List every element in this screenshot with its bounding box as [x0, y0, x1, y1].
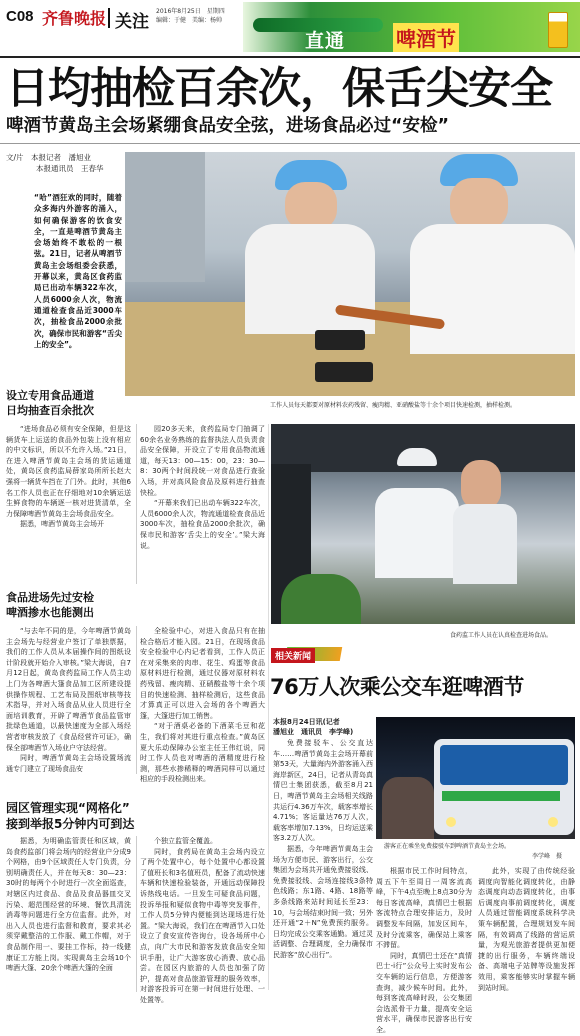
issue-date: 2016年8月25日 星期四	[156, 8, 225, 15]
photo-bus-stripe	[442, 791, 560, 801]
photo-tray-1	[315, 330, 365, 350]
editor-credits: 编辑：于健 美编：杨帅	[156, 17, 223, 24]
photo-officer-cap	[397, 448, 437, 466]
section2-para2: 同时，啤酒节黄岛主会场设置场流通专门建立了现场食品安	[6, 754, 131, 773]
section2-para3: 全检验中心，对进入食品只有在抽检合格后才能入园。21日，在现场食品安全检验中心内记者看到，工作人员正在对采集来的肉串、花生、鸡蛋等食品原材料进行检测，通过仪器对原材料农药残留、瘦肉精、亚硝酸盐等十余个项目的快速检测、抽样检测后，这些食品才算真正可以进入会场的各个啤酒大篷，大篷进行加工销售。	[140, 627, 265, 720]
related-news-tag: 相关新闻	[271, 648, 315, 663]
bus-headline: 76万人次乘公交车逛啤酒节	[270, 675, 524, 699]
photo-worker-face	[461, 460, 501, 510]
section1-para2: 据悉，啤酒节黄岛主会场开	[20, 520, 104, 529]
bus-para5: 此外，实现了由传统经验调度向智能化调度转化，由静态调度向动态调度转化，由事后调度向事前调度转化，调度人员通过智能调度系统科学决策车辆配置，合理规划发车间隔，有效调高了线路的营运质量，为观光旅游者提供更加便捷的出行服务，车辆终端设备、高端电子站牌等设施发挥效用，乘客能够实时掌握车辆到站时间。	[478, 867, 575, 992]
main-headline: 日均抽检百余次，保舌尖安全	[6, 64, 552, 114]
photo-face-2	[450, 178, 508, 230]
bus-para4: 同时，真情巴士还在“真情巴士-i行”公众号上实时发布公交车辆的运行信息，方便游客查询，减少候车时间。此外，每到客流高峰时段，公交集团会选派骨干力量，提高安全运营水平，确保市民游客出行安全。	[376, 951, 472, 1034]
photo-worker-shirt	[453, 504, 517, 584]
column-rule	[268, 424, 269, 990]
section1-para3: 园20多天来，食药监局专门抽调了60余名业务熟练的监督执法人员负责食品安全保障，开设立了专用食品物流通道，每天13：00—15：00，23：30—8：30两个时间段统一对食品进行查验入场，并对高风险食品及原料进行抽查快检。	[140, 425, 265, 497]
column-rule	[136, 626, 137, 774]
photo-tray-2	[315, 362, 373, 382]
photo-crowd	[382, 777, 434, 839]
section1-title-line2: 日均抽查百余批次	[6, 404, 94, 417]
section2-title-line2: 啤酒掺水也能测出	[6, 606, 94, 619]
byline	[6, 152, 124, 174]
bus-byline	[273, 717, 373, 737]
bus-column1	[273, 738, 373, 990]
sub-headline: 啤酒节黄岛主会场紧绷食品安全弦，进场食品必过“安检”	[6, 116, 450, 136]
section3-title-line2: 接到举报5分钟内可到达	[6, 817, 135, 831]
byline-reporter: 文/片 本报记者 潘旭业	[6, 153, 92, 162]
section3-para2: 个独立监管全覆盖。	[154, 837, 217, 845]
photo3-credit: 李学峰 摄	[532, 853, 563, 860]
bus-column2	[376, 866, 472, 1034]
photo-bus-headlight	[446, 817, 456, 827]
header-rule	[0, 56, 580, 58]
lead-paragraph: “哈”酒狂欢的同时，随着众多海内外游客的涌入，如何确保游客的饮食安全，一直是啤酒节黄岛主会场始终不敢松的一根弦。21日，记者从啤酒节黄岛主会场组委会获悉，开幕以来，黄岛区食药监局已出动车辆322车次，人员6000余人次，物流通道检查食品近3000车次，抽检食品2000余批次，确保市民和游客“舌尖上的安全”。	[34, 193, 122, 349]
photo1-caption: 工作人员每天都要对原材料农药残留、瘦肉精、亚硝酸盐等十余个项目快速检测，抽样检测。	[270, 402, 517, 409]
bus-para3: 根据市民工作时间特点，周五下午至周日一周客流高峰，下午4点至晚上8点30分为每日客流高峰，真情巴士根据客流特点合理安排运力，及时调整发车间隔，加发区间车，及时分流乘客，确保站上乘客不滞留。	[376, 867, 472, 950]
banner-text-festival: 啤酒节	[393, 23, 459, 52]
section1-title-line1: 设立专用食品通道	[6, 389, 94, 402]
bus-byline-line1: 本报8月24日讯(记者	[273, 718, 340, 726]
section-name: 关注	[115, 12, 149, 32]
section1-para1: “进场食品必须有安全保障，但是这辆货车上运送的食品外包装上没有相应的中文标识，所以不允许入场。”21日，在进入啤酒节黄岛主会场的货运通道处，黄岛区食药监局薛家岛所所长赵大强将一辆货车挡在了门外。此时，其他6名工作人员也正在仔细地对10余辆运送生鲜食物的车辆逐一核对进货清单，全力保障啤酒节黄岛主会场食品安全。	[6, 425, 131, 518]
section2-para1: “与去年不同的是，今年啤酒节黄岛主会场先与经营业户签订了单独票据，我们的工作人员从本届操作间的图纸设计阶段就开始介入审核。”梁大海说，自7月12日起，黄岛食药监局工作人员主动上门为各啤酒大篷食品加工区所建设提供操作规程、工艺布局及图纸审核等技术指导，并对入场食品从业人员进行全面培训教育，开辟了啤酒节食品监管审批绿色通道，以最快速度为全部入场经营者审核发放了《食品经营许可证》，确保全部啤酒节入场业户守法经营。	[6, 627, 131, 752]
section1-title	[6, 388, 124, 418]
column-rule	[136, 836, 137, 992]
photo3-caption: 游客正在乘坐免费接驳车到啤酒节黄岛主会场。	[384, 843, 511, 850]
bus-column3	[478, 866, 575, 992]
bus-para2: 据悉，今年啤酒节黄岛主会场为方便市民、游客出行，公交集团为会场共开通免费接驳线、免费接驳线、会场连接线3条特色线路；东1路、4路、18路等多条线路来站时间延长至23：10，与会场结束时间一致；另外还开通“2＋N”免费预约服务。日均完成公交乘客通勤。通过灵活调整、合理调度，全力确保市民游客“放心出行”。	[273, 844, 373, 959]
bus-byline-line2: 潘旭业 通讯员 李学峰)	[273, 728, 354, 736]
section3-column1	[6, 836, 131, 992]
headline-rule	[0, 143, 580, 144]
photo-bus-headlight	[548, 817, 558, 827]
section2-para4: “对于酒桌必备的下酒菜毛豆和花生，我们将对其进行重点检查。”黄岛区夏大乐动保障办公室主任王伟红说，同时工作人员也对啤酒的酒精度进行检测，那些水掺稀释的啤酒同样可以通过相应的手段检测出来。	[140, 722, 265, 784]
photo-wall	[125, 152, 205, 282]
beer-glass-icon	[548, 12, 568, 48]
banner-text-direct: 直通	[305, 30, 346, 52]
photo-truck-inspection	[271, 424, 575, 624]
photo-vegetables	[281, 574, 361, 624]
section2-column2	[140, 626, 265, 784]
section1-column1	[6, 424, 131, 584]
section2-title	[6, 590, 206, 620]
section3-title	[6, 800, 266, 832]
photo-night-bus	[376, 717, 575, 839]
bus-para1: 免费接驳车、公交直达车……啤酒节黄岛主会场开幕前第53天，大量海内外游客涌入西海岸新区，24日，记者从青岛真情巴士集团获悉，截至8月21日，啤酒节黄岛主会场相关线路共运行4.36万车次，载客率增长4.71%；客运量达76万人次，载客率增加7.13%，日均运送乘客3.2万人次。	[273, 739, 373, 843]
header-divider	[108, 8, 110, 28]
newspaper-name: 齐鲁晚报	[42, 9, 107, 28]
section3-title-line1: 园区管理实现“网格化”	[6, 801, 130, 815]
section1-column2	[140, 424, 265, 584]
page-number: C08	[6, 8, 34, 25]
photo-uniform-2	[410, 224, 575, 354]
byline-correspondent: 本报通讯员 王春华	[6, 164, 104, 173]
section2-title-line1: 食品进场先过安检	[6, 591, 94, 604]
photo2-caption: 食药监工作人员在认真检查进场食品。	[450, 632, 553, 639]
photo-officer-shirt	[375, 488, 459, 578]
section3-para3: 同时，食药局在黄岛主会场内设立了两个处置中心，每个处置中心都设置了值班长和3名值班员，配备了流动快速车辆和快速检验装备，开通远动保障投诉热线电话。一旦发生可疑食品问题，投诉举报和疑似食物中毒等突发事件，工作人员5分钟内便能到达现场进行处置。“梁大海说，我们在在啤酒节入口处设立了食安宣传咨询台，设各场所中心点，向广大市民和游客发放食品安全知识手册，让广大游客放心消费、放心品尝。在园区内旅游的人员也加强了防护，提高对食品旅游管理的服务效率，对游客投诉可在第一时间进行处理、一处置等。	[140, 847, 265, 1004]
column-rule	[136, 424, 137, 584]
page-header	[0, 0, 580, 56]
photo-face-1	[285, 182, 337, 230]
section3-para1: 据悉，为明确监管责任和区域，黄岛食药监部门将会场内的经营业户分成9个网格，由9个区域责任人专门负责，分别明确责任人，并在每天8：30—23：30时的每两个小时进行一次全面巡查，对辖区内过食品、食品及食品器皿交叉污染、超范围经营的环境、餐饮具清洗消毒等问题进行全方位监督。此外，对出入人员也进行监督和教育，要求其必须穿戴整洁的工作服、戴工作帽，对于食品制作用一、要挂工作标，持一线健康证工方能上岗。实现黄岛主会场10个啤酒大篷、20余个啤酒大篷的全面	[6, 837, 131, 973]
section1-para4: “开幕来我们已出动车辆322车次，人员6000余人次，物流通道检查食品近3000车次，抽检食品2000余批次，确保市民和游客‘舌尖上的安全’。”梁大海说。	[140, 499, 265, 550]
photo-inspectors-testing	[125, 152, 575, 396]
photo-uniform-1	[245, 224, 375, 334]
section3-column2	[140, 836, 265, 1004]
photo-bus-window	[440, 745, 568, 785]
section2-column1	[6, 626, 131, 774]
